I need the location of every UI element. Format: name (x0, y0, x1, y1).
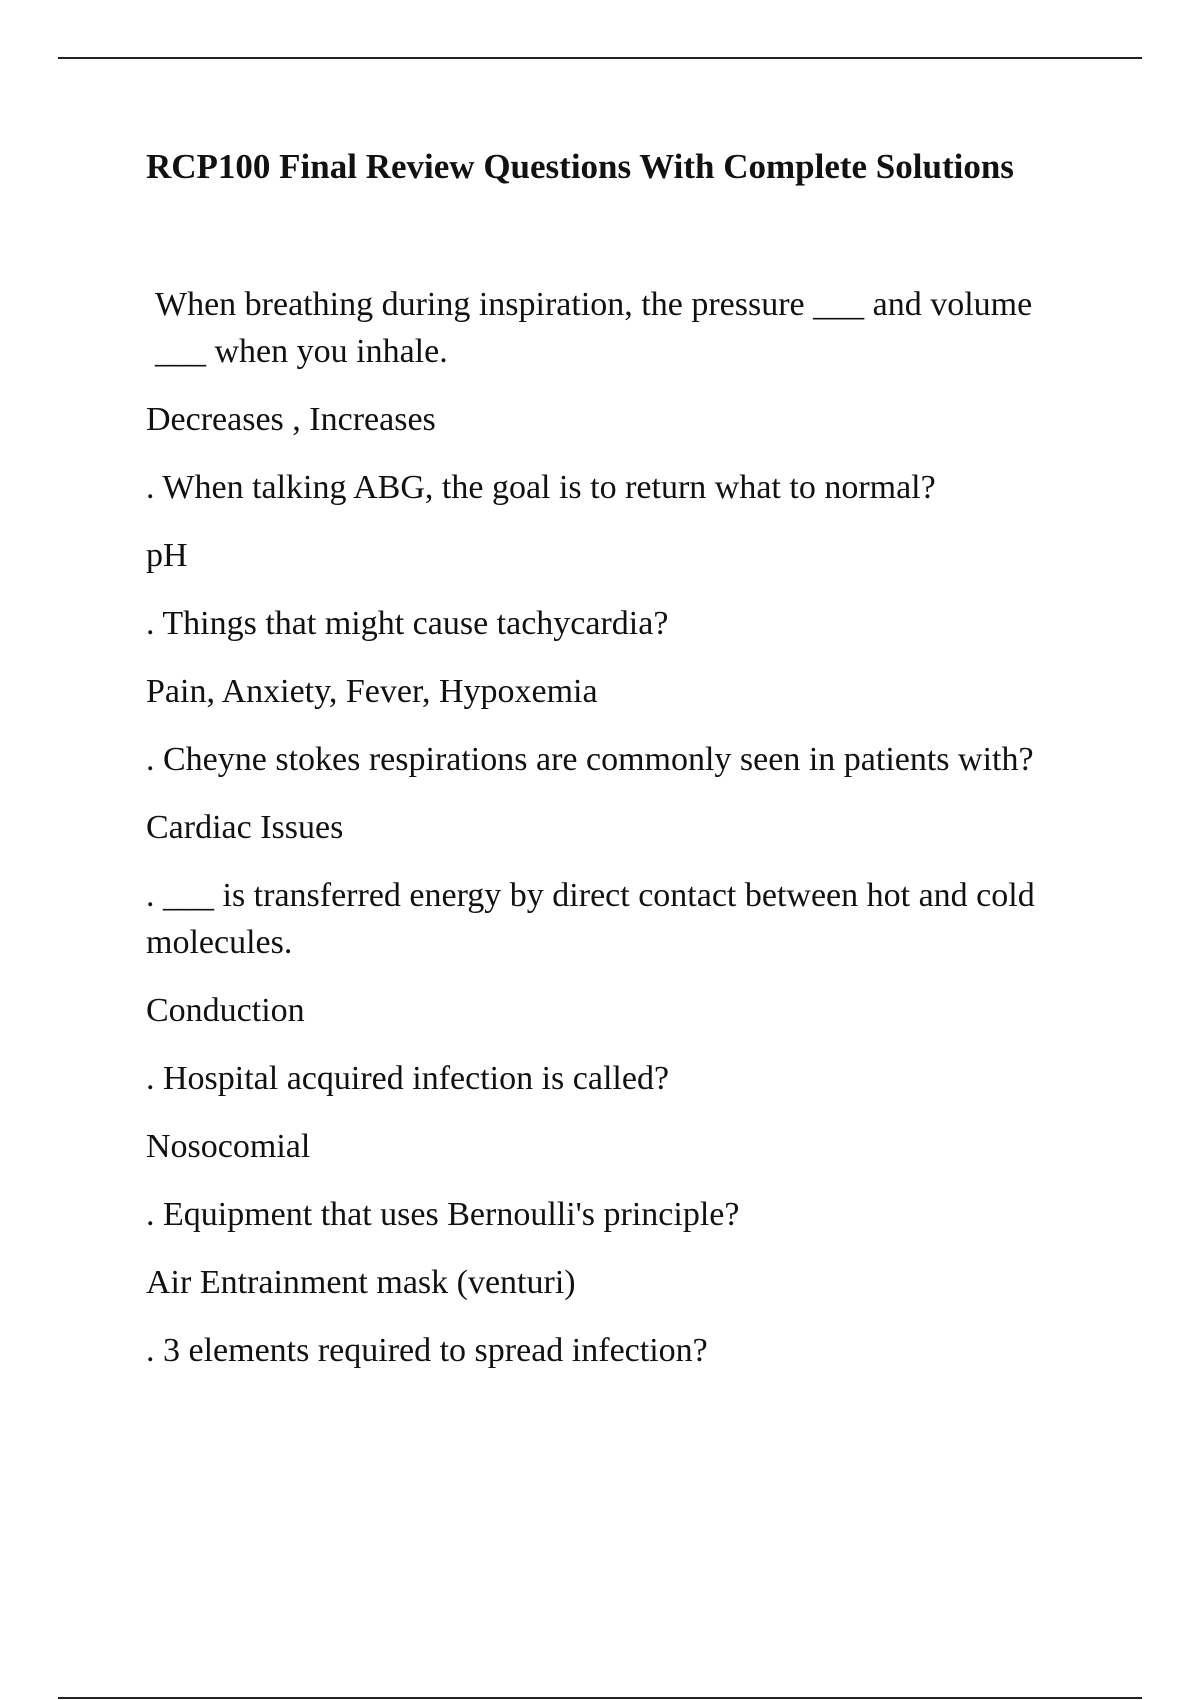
header-rule (58, 57, 1142, 59)
question-text: When breathing during inspiration, the pressure ___ and volume ___ when you inhale. (155, 286, 1033, 370)
question-text: . Hospital acquired infection is called? (146, 1060, 670, 1097)
question-text: . 3 elements required to spread infection? (146, 1332, 708, 1369)
qa-item (146, 600, 1066, 715)
answer-text: Cardiac Issues (146, 809, 344, 846)
qa-item (146, 281, 1066, 443)
answer-text: Decreases , Increases (146, 401, 436, 438)
qa-item (146, 872, 1066, 1034)
qa-item (146, 1191, 1066, 1306)
question-text: . Things that might cause tachycardia? (146, 605, 669, 642)
answer-text: Nosocomial (146, 1128, 311, 1165)
question-text: . When talking ABG, the goal is to return what to normal? (146, 469, 936, 506)
answer-text: pH (146, 537, 188, 574)
answer-text: Conduction (146, 992, 305, 1029)
answer-text: Air Entrainment mask (venturi) (146, 1264, 576, 1301)
question-text: . Cheyne stokes respirations are commonly seen in patients with? (146, 741, 1034, 778)
question-text: . ___ is transferred energy by direct contact between hot and cold molecules. (146, 877, 1035, 961)
footer-rule (58, 1697, 1142, 1699)
qa-item (146, 1055, 1066, 1170)
qa-item (146, 736, 1066, 851)
qa-item (146, 1327, 1066, 1374)
answer-text: Pain, Anxiety, Fever, Hypoxemia (146, 673, 598, 710)
qa-item (146, 464, 1066, 579)
question-text: . Equipment that uses Bernoulli's principle? (146, 1196, 740, 1233)
qa-list (146, 281, 1066, 1395)
document-title: RCP100 Final Review Questions With Complete Solutions (146, 147, 1014, 186)
